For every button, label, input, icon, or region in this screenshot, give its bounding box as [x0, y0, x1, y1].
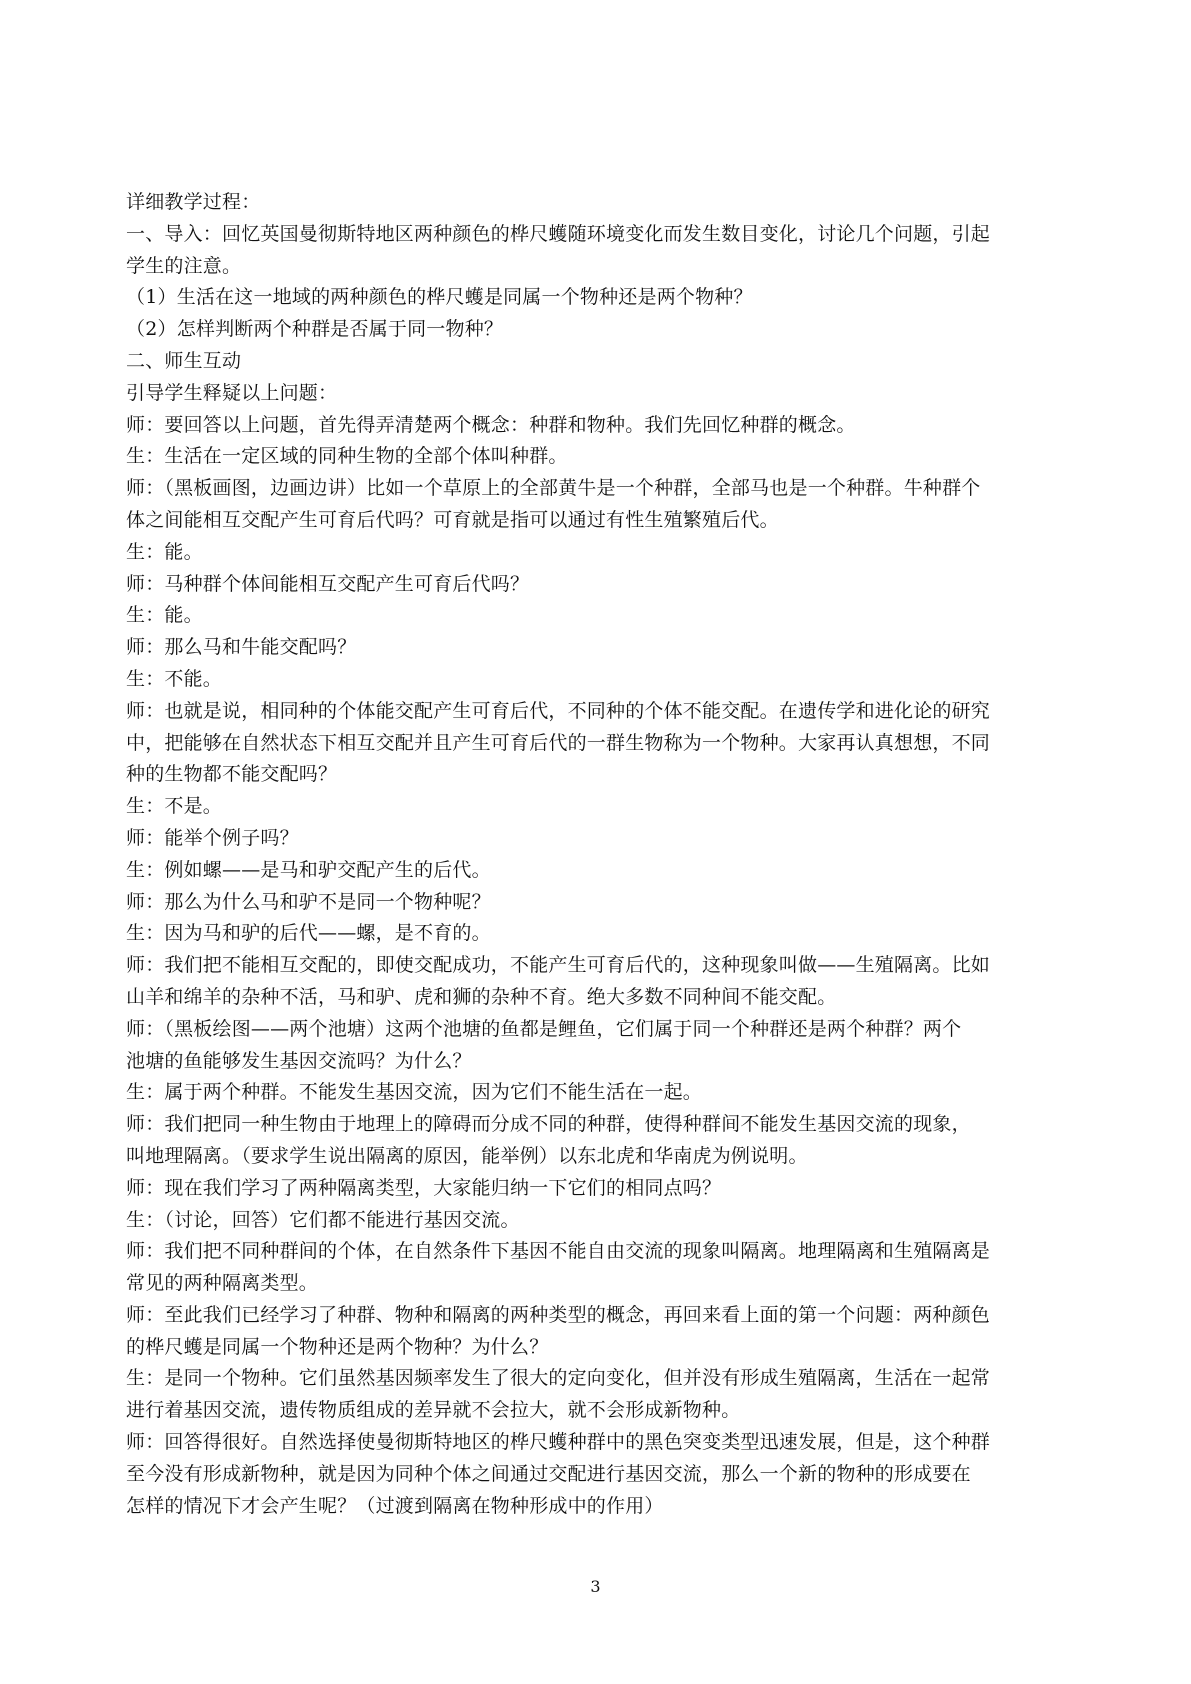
text-line: 进行着基因交流，遗传物质组成的差异就不会拉大，就不会形成新物种。 — [126, 1399, 741, 1422]
text-line: 引导学生释疑以上问题： — [126, 381, 338, 404]
text-line: 生：生活在一定区域的同种生物的全部个体叫种群。 — [126, 445, 568, 468]
text-line: 生：（讨论，回答）它们都不能进行基因交流。 — [126, 1208, 520, 1231]
text-line: 二、师生互动 — [126, 349, 242, 372]
text-line: 师：也就是说，相同种的个体能交配产生可育后代，不同种的个体不能交配。在遗传学和进化论的研究 — [126, 699, 991, 722]
text-line: 生：不能。 — [126, 667, 223, 690]
text-line: 种的生物都不能交配吗？ — [126, 763, 338, 786]
text-line: 的桦尺蠖是同属一个物种还是两个物种？为什么？ — [126, 1335, 549, 1358]
text-line: 一、导入：回忆英国曼彻斯特地区两种颜色的桦尺蠖随环境变化而发生数目变化，讨论几个问题，引起 — [126, 222, 991, 245]
text-line: 师：回答得很好。自然选择使曼彻斯特地区的桦尺蠖种群中的黑色突变类型迅速发展，但是，这个种群 — [126, 1431, 991, 1454]
text-line: 中，把能够在自然状态下相互交配并且产生可育后代的一群生物称为一个物种。大家再认真想想，不同 — [126, 731, 991, 754]
text-line: 叫地理隔离。（要求学生说出隔离的原因，能举例）以东北虎和华南虎为例说明。 — [126, 1144, 808, 1167]
text-line: 师：我们把同一种生物由于地理上的障碍而分成不同的种群，使得种群间不能发生基因交流的现象， — [126, 1113, 971, 1136]
text-line: 生：属于两个种群。不能发生基因交流，因为它们不能生活在一起。 — [126, 1081, 703, 1104]
text-line: （2）怎样判断两个种群是否属于同一物种？ — [126, 318, 504, 341]
text-line: 师：能举个例子吗？ — [126, 826, 299, 849]
text-line: 师：我们把不能相互交配的，即使交配成功，不能产生可育后代的，这种现象叫做——生殖隔离。比如 — [126, 954, 991, 977]
text-line: 生：不是。 — [126, 795, 223, 818]
text-line: 师：我们把不同种群间的个体，在自然条件下基因不能自由交流的现象叫隔离。地理隔离和生殖隔离是 — [126, 1240, 991, 1263]
text-line: 生：例如螺——是马和驴交配产生的后代。 — [126, 858, 491, 881]
text-line: （1）生活在这一地域的两种颜色的桦尺蠖是同属一个物种还是两个物种？ — [126, 286, 753, 309]
text-line: 生：是同一个物种。它们虽然基因频率发生了很大的定向变化，但并没有形成生殖隔离，生活在一起常 — [126, 1367, 991, 1390]
text-line: 学生的注意。 — [126, 254, 242, 277]
text-line: 至今没有形成新物种，就是因为同种个体之间通过交配进行基因交流，那么一个新的物种的形成要在 — [126, 1462, 971, 1485]
text-line: 师：要回答以上问题，首先得弄清楚两个概念：种群和物种。我们先回忆种群的概念。 — [126, 413, 856, 436]
document-body — [126, 187, 1071, 1522]
text-line: 师：（黑板绘图——两个池塘）这两个池塘的鱼都是鲤鱼，它们属于同一个种群还是两个种群？两个 — [126, 1017, 962, 1040]
text-line: 山羊和绵羊的杂种不活，马和驴、虎和狮的杂种不育。绝大多数不同种间不能交配。 — [126, 985, 837, 1008]
text-line: 体之间能相互交配产生可育后代吗？可育就是指可以通过有性生殖繁殖后代。 — [126, 508, 779, 531]
text-line: 师：马种群个体间能相互交配产生可育后代吗？ — [126, 572, 530, 595]
text-line: 怎样的情况下才会产生呢？（过渡到隔离在物种形成中的作用） — [126, 1494, 664, 1517]
text-line: 师：至此我们已经学习了种群、物种和隔离的两种类型的概念，再回来看上面的第一个问题：两种颜色 — [126, 1303, 991, 1326]
text-line: 生：能。 — [126, 604, 203, 627]
text-line: 师：那么马和牛能交配吗？ — [126, 636, 357, 659]
text-line: 师：那么为什么马和驴不是同一个物种呢？ — [126, 890, 491, 913]
page-number: 3 — [590, 1577, 601, 1596]
text-line: 池塘的鱼能够发生基因交流吗？为什么？ — [126, 1049, 472, 1072]
text-line: 详细教学过程： — [126, 191, 261, 213]
text-line: 师：现在我们学习了两种隔离类型，大家能归纳一下它们的相同点吗？ — [126, 1176, 722, 1199]
text-line: 生：因为马和驴的后代——螺，是不育的。 — [126, 922, 491, 945]
text-line: 常见的两种隔离类型。 — [126, 1272, 319, 1295]
text-line: 生：能。 — [126, 540, 203, 563]
text-line: 师：（黑板画图，边画边讲）比如一个草原上的全部黄牛是一个种群，全部马也是一个种群。牛种群个 — [126, 477, 981, 500]
